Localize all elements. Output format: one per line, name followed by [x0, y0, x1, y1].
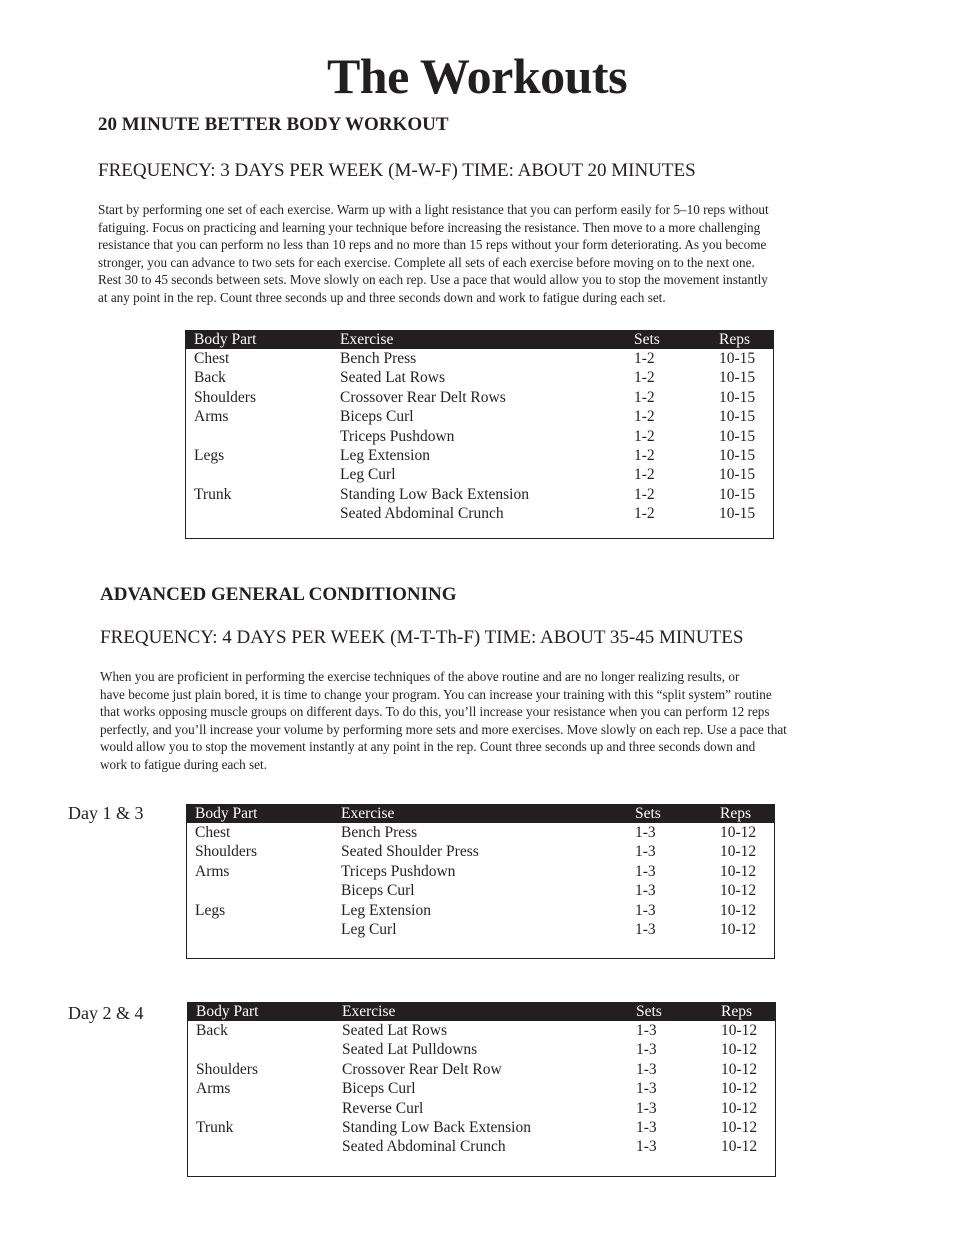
cell-reps: 10-15 — [719, 485, 756, 503]
table-row — [186, 485, 773, 504]
cell-sets: 1-2 — [634, 388, 655, 406]
paragraph-line: When you are proficient in performing the exercise techniques of the above routine and are no longer realizing results, or — [100, 669, 740, 684]
section-description-better-body — [98, 201, 769, 306]
cell-sets: 1-3 — [636, 1099, 657, 1117]
cell-exercise: Bench Press — [341, 824, 418, 841]
cell-exercise: Leg Curl — [341, 920, 397, 938]
cell-exercise: Crossover Rear Delt Rows — [340, 388, 506, 406]
cell-sets: 1-3 — [636, 1041, 657, 1059]
cell-reps: 10-12 — [721, 1041, 758, 1059]
header-body-part: Body Part — [195, 805, 258, 822]
cell-reps: 10-15 — [719, 350, 756, 367]
cell-exercise: Triceps Pushdown — [340, 427, 455, 445]
cell-sets: 1-3 — [635, 901, 656, 919]
table-row — [187, 901, 774, 920]
header-body-part: Body Part — [194, 331, 257, 348]
cell-reps: 10-12 — [721, 1118, 758, 1136]
table-row — [187, 823, 774, 842]
workout-table-day-1-3 — [186, 804, 775, 959]
table-header — [186, 331, 773, 349]
cell-sets: 1-3 — [636, 1080, 657, 1098]
paragraph-line: that works opposing muscle groups on different days. To do this, you’ll increase your resistance when you can perform 12 reps — [100, 704, 770, 719]
cell-exercise: Seated Lat Pulldowns — [342, 1041, 478, 1059]
paragraph-line: Rest 30 to 45 seconds between sets. Move slowly on each rep. Use a pace that would allow you to stop the movement instantly — [98, 272, 768, 287]
cell-reps: 10-15 — [719, 446, 756, 464]
table-header — [187, 805, 774, 823]
table-row — [186, 388, 773, 407]
cell-exercise: Biceps Curl — [340, 408, 414, 426]
cell-sets: 1-3 — [636, 1022, 657, 1039]
cell-sets: 1-3 — [635, 843, 656, 861]
cell-body-part: Shoulders — [195, 843, 257, 861]
cell-sets: 1-3 — [635, 882, 656, 900]
cell-reps: 10-12 — [720, 843, 757, 861]
cell-sets: 1-3 — [635, 824, 656, 841]
table-header — [188, 1003, 775, 1021]
cell-body-part: Back — [196, 1022, 228, 1039]
section-heading-advanced: ADVANCED GENERAL CONDITIONING — [100, 584, 457, 605]
section-frequency-better-body: FREQUENCY: 3 DAYS PER WEEK (M-W-F) TIME: ABOUT 20 MINUTES — [98, 160, 696, 181]
table-row — [187, 920, 774, 939]
cell-reps: 10-12 — [721, 1080, 758, 1098]
cell-exercise: Bench Press — [340, 350, 417, 367]
page-title: The Workouts — [326, 48, 628, 104]
cell-exercise: Seated Abdominal Crunch — [340, 505, 504, 523]
cell-exercise: Seated Lat Rows — [340, 369, 446, 387]
header-exercise: Exercise — [341, 805, 395, 822]
header-exercise: Exercise — [342, 1003, 396, 1020]
cell-exercise: Leg Curl — [340, 466, 396, 484]
section-frequency-advanced: FREQUENCY: 4 DAYS PER WEEK (M-T-Th-F) TIME: ABOUT 35-45 MINUTES — [100, 627, 744, 648]
paragraph-line: perfectly, and you’ll increase your volume by performing more sets and more exercises. Move slowly on each rep. Use a pace that — [100, 721, 787, 737]
cell-exercise: Seated Shoulder Press — [341, 843, 479, 861]
cell-body-part: Legs — [194, 446, 225, 464]
cell-body-part: Shoulders — [196, 1060, 258, 1078]
cell-sets: 1-2 — [634, 427, 655, 445]
table-row — [187, 881, 774, 900]
cell-body-part: Arms — [194, 408, 229, 426]
cell-body-part: Back — [194, 369, 226, 387]
paragraph-line: have become just plain bored, it is time to change your program. You can increase your training with this “split system” routine — [100, 686, 772, 702]
table-row — [188, 1118, 775, 1137]
cell-sets: 1-2 — [634, 466, 655, 484]
table-row — [186, 465, 773, 484]
header-body-part: Body Part — [196, 1003, 259, 1020]
cell-reps: 10-12 — [721, 1022, 758, 1039]
cell-reps: 10-12 — [721, 1060, 758, 1078]
table-row — [187, 842, 774, 861]
cell-sets: 1-2 — [634, 350, 655, 367]
cell-reps: 10-12 — [721, 1138, 758, 1156]
cell-sets: 1-3 — [635, 920, 656, 938]
paragraph-line: at any point in the rep. Count three seconds up and three seconds down and work to fatigue during each set. — [98, 289, 666, 305]
cell-body-part: Legs — [195, 901, 226, 919]
cell-exercise: Crossover Rear Delt Row — [342, 1060, 502, 1078]
cell-exercise: Leg Extension — [340, 446, 430, 464]
cell-sets: 1-2 — [634, 369, 655, 387]
section-heading-better-body: 20 MINUTE BETTER BODY WORKOUT — [98, 114, 449, 135]
table-row — [186, 407, 773, 426]
cell-reps: 10-12 — [720, 824, 757, 841]
cell-sets: 1-2 — [634, 408, 655, 426]
paragraph-line: resistance that you can perform no less than 10 reps and no more than 15 reps without your form deteriorating. As you become — [98, 237, 767, 252]
cell-body-part: Chest — [194, 350, 230, 367]
cell-exercise: Seated Lat Rows — [342, 1022, 448, 1039]
header-reps: Reps — [721, 1003, 752, 1020]
header-exercise: Exercise — [340, 331, 394, 348]
cell-exercise: Triceps Pushdown — [341, 862, 456, 880]
table-row — [188, 1040, 775, 1059]
paragraph-line: would allow you to stop the movement instantly at any point in the rep. Count three seconds up and three seconds down and — [100, 739, 756, 754]
table-row — [186, 504, 773, 523]
cell-sets: 1-3 — [636, 1118, 657, 1136]
cell-exercise: Biceps Curl — [342, 1080, 416, 1098]
table-row — [186, 446, 773, 465]
cell-reps: 10-12 — [721, 1099, 758, 1117]
cell-exercise: Standing Low Back Extension — [342, 1118, 531, 1136]
cell-exercise: Leg Extension — [341, 901, 431, 919]
header-reps: Reps — [719, 331, 750, 348]
workout-table-day-2-4 — [187, 1002, 776, 1177]
cell-body-part: Trunk — [196, 1118, 234, 1136]
header-sets: Sets — [634, 331, 660, 348]
cell-sets: 1-3 — [636, 1138, 657, 1156]
cell-reps: 10-15 — [719, 466, 756, 484]
table-row — [188, 1137, 775, 1156]
cell-reps: 10-12 — [720, 901, 757, 919]
header-reps: Reps — [720, 805, 751, 822]
table-row — [188, 1060, 775, 1079]
cell-sets: 1-3 — [635, 862, 656, 880]
cell-exercise: Standing Low Back Extension — [340, 485, 529, 503]
paragraph-line: Start by performing one set of each exercise. Warm up with a light resistance that you can perform easily for 5–10 reps without — [98, 202, 769, 217]
cell-reps: 10-15 — [719, 388, 756, 406]
cell-sets: 1-2 — [634, 485, 655, 503]
header-sets: Sets — [635, 805, 661, 822]
table-row — [188, 1079, 775, 1098]
table-row — [187, 862, 774, 881]
cell-sets: 1-3 — [636, 1060, 657, 1078]
paragraph-line: work to fatigue during each set. — [100, 756, 267, 772]
cell-reps: 10-15 — [719, 505, 756, 523]
section-description-advanced — [100, 668, 787, 773]
cell-reps: 10-15 — [719, 369, 756, 387]
table-row — [186, 349, 773, 368]
cell-body-part: Arms — [195, 862, 230, 880]
cell-reps: 10-15 — [719, 427, 756, 445]
cell-body-part: Chest — [195, 824, 231, 841]
table-row — [188, 1099, 775, 1118]
day-label-2-4: Day 2 & 4 — [68, 1003, 144, 1023]
paragraph-line: stronger, you can advance to two sets for each exercise. Complete all sets of each exercise before moving on to the next one. — [98, 254, 755, 270]
cell-exercise: Reverse Curl — [342, 1099, 424, 1117]
paragraph-line: fatiguing. Focus on practicing and learning your technique before increasing the resistance. Then move to a more challenging — [98, 219, 761, 235]
cell-sets: 1-2 — [634, 446, 655, 464]
cell-reps: 10-12 — [720, 920, 757, 938]
cell-reps: 10-15 — [719, 408, 756, 426]
workout-table-better-body — [185, 330, 774, 539]
header-sets: Sets — [636, 1003, 662, 1020]
cell-exercise: Seated Abdominal Crunch — [342, 1138, 506, 1156]
day-label-1-3: Day 1 & 3 — [68, 803, 144, 823]
cell-reps: 10-12 — [720, 882, 757, 900]
cell-body-part: Shoulders — [194, 388, 256, 406]
table-row — [188, 1021, 775, 1040]
table-row — [186, 368, 773, 387]
cell-body-part: Trunk — [194, 485, 232, 503]
cell-body-part: Arms — [196, 1080, 231, 1098]
table-row — [186, 427, 773, 446]
cell-reps: 10-12 — [720, 862, 757, 880]
cell-exercise: Biceps Curl — [341, 882, 415, 900]
cell-sets: 1-2 — [634, 505, 655, 523]
